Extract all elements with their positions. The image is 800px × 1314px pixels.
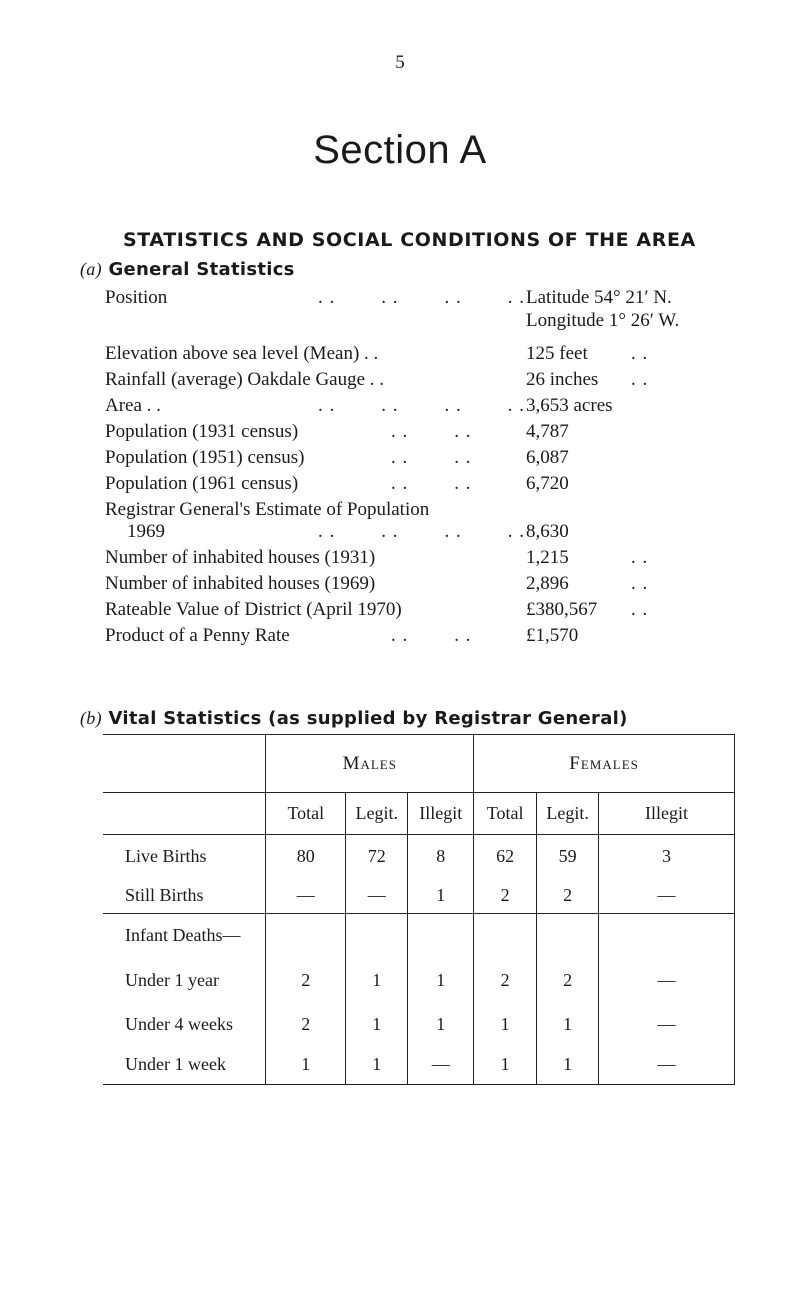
section-letter-b: (b) (80, 708, 102, 728)
stat-value: 3,653 acres (526, 395, 613, 416)
table-cell: 2 (266, 1004, 346, 1044)
row-label: Under 1 year (125, 969, 219, 990)
table-cell: — (599, 1004, 735, 1044)
stat-value: 2,896 (526, 573, 569, 594)
table-cell: 1 (346, 1044, 408, 1085)
table-row (103, 1044, 735, 1085)
sub-header-male-illegit: Illegit (408, 793, 474, 835)
table-cell: — (599, 1044, 735, 1085)
table-cell: 1 (346, 1004, 408, 1044)
table-cell: 1 (474, 1044, 537, 1085)
sub-header-female-total: Total (474, 793, 537, 835)
table-cell: 1 (537, 1044, 599, 1085)
sub-header-female-legit: Legit. (537, 793, 599, 835)
section-title: Section A (313, 128, 487, 172)
table-cell: 1 (266, 1044, 346, 1085)
stat-value: 1,215 (526, 547, 569, 568)
stat-value: £380,567 (526, 599, 598, 620)
leader-dots: . . (631, 573, 649, 594)
table-cell: 2 (537, 956, 599, 1004)
empty-cell (408, 914, 474, 957)
leader-dots: . . . . (391, 421, 472, 442)
females-header: Females (474, 735, 735, 793)
stat-value: 4,787 (526, 421, 569, 442)
empty-cell (537, 914, 599, 957)
table-cell: 59 (537, 835, 599, 878)
table-cell: 1 (408, 1004, 474, 1044)
empty-cell (599, 914, 735, 957)
empty-cell (266, 914, 346, 957)
leader-dots: . . (631, 343, 649, 364)
row-label: Still Births (125, 884, 204, 905)
stat-value: 26 inches (526, 369, 599, 390)
table-row (103, 835, 735, 878)
table-cell: 1 (408, 956, 474, 1004)
stat-label: Number of inhabited houses (1969) (105, 573, 376, 594)
table-cell: — (266, 877, 346, 914)
stat-value: 6,087 (526, 447, 569, 468)
sub-header-blank (103, 793, 266, 835)
table-cell: 2 (474, 956, 537, 1004)
row-label: Live Births (125, 845, 207, 866)
stat-label: Rainfall (average) Oakdale Gauge . . (105, 369, 385, 390)
table-cell: 3 (599, 835, 735, 878)
table-cell: — (599, 877, 735, 914)
section-letter-a: (a) (80, 259, 102, 279)
table-row (103, 956, 735, 1004)
general-statistics-heading (80, 259, 295, 280)
stat-label: Population (1951) census) (105, 447, 305, 468)
table-cell: 62 (474, 835, 537, 878)
vital-statistics-title: Vital Statistics (as supplied by Registrar General) (108, 708, 628, 729)
stat-value: £1,570 (526, 625, 579, 646)
leader-dots: . . . . (391, 447, 472, 468)
sub-header-male-total: Total (266, 793, 346, 835)
males-header: Males (266, 735, 474, 793)
vital-statistics-table (103, 734, 735, 1085)
table-cell: — (599, 956, 735, 1004)
table-cell: 1 (537, 1004, 599, 1044)
table-cell: — (408, 1044, 474, 1085)
stat-value: 8,630 (526, 521, 569, 542)
main-heading: STATISTICS AND SOCIAL CONDITIONS OF THE AREA (123, 229, 696, 251)
table-cell: 8 (408, 835, 474, 878)
infant-deaths-heading: Infant Deaths— (103, 914, 266, 957)
general-statistics-title: General Statistics (108, 259, 295, 280)
leader-dots: . . . . (391, 625, 472, 646)
stat-value: 125 feet (526, 343, 588, 364)
table-cell: 2 (537, 877, 599, 914)
table-row (103, 1004, 735, 1044)
infant-deaths-row (103, 914, 735, 957)
corner-cell (103, 735, 266, 793)
sub-header-female-illegit: Illegit (599, 793, 735, 835)
sub-header-male-legit: Legit. (346, 793, 408, 835)
stat-value: 6,720 (526, 473, 569, 494)
table-cell: 2 (266, 956, 346, 1004)
stat-label: Population (1961 census) (105, 473, 299, 494)
row-label: Under 4 weeks (125, 1013, 233, 1034)
stat-label: Rateable Value of District (April 1970) (105, 599, 402, 620)
table-cell: 72 (346, 835, 408, 878)
leader-dots: . . . . . . . . (318, 287, 525, 308)
stat-value: Longitude 1° 26′ W. (526, 310, 680, 331)
stat-label: Area . . (105, 395, 161, 416)
stat-label: Registrar General's Estimate of Population (105, 499, 430, 520)
leader-dots: . . (631, 599, 649, 620)
stat-label: Population (1931 census) (105, 421, 299, 442)
stat-label: Position (105, 287, 168, 308)
page-number: 5 (395, 52, 405, 73)
table-cell: 80 (266, 835, 346, 878)
table-cell: 1 (408, 877, 474, 914)
empty-cell (346, 914, 408, 957)
table-cell: 1 (346, 956, 408, 1004)
row-label: Under 1 week (125, 1053, 226, 1074)
empty-cell (474, 914, 537, 957)
stat-label: Elevation above sea level (Mean) . . (105, 343, 379, 364)
stat-label: Product of a Penny Rate (105, 625, 290, 646)
stat-label: 1969 (127, 521, 165, 542)
table-cell: — (346, 877, 408, 914)
leader-dots: . . (631, 369, 649, 390)
table-cell: 1 (474, 1004, 537, 1044)
table-cell: 2 (474, 877, 537, 914)
leader-dots: . . . . . . . . (318, 521, 525, 542)
vital-statistics-heading (80, 708, 628, 729)
leader-dots: . . (631, 547, 649, 568)
table-row (103, 877, 735, 914)
stat-value: Latitude 54° 21′ N. (526, 287, 672, 308)
leader-dots: . . . . (391, 473, 472, 494)
leader-dots: . . . . . . . . (318, 395, 525, 416)
stat-label: Number of inhabited houses (1931) (105, 547, 376, 568)
